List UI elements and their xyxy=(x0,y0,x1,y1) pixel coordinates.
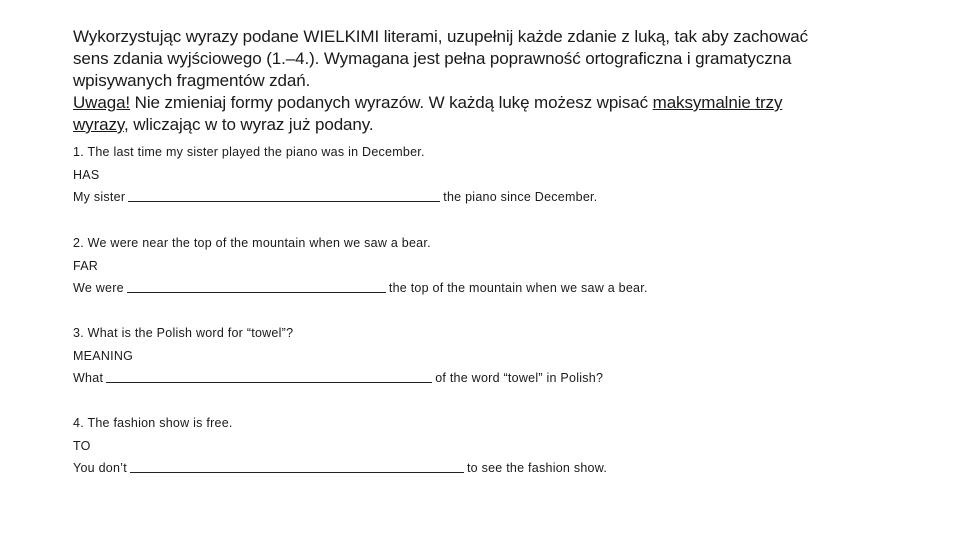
gap-before-text: You don’t xyxy=(73,461,127,475)
exercise-3 xyxy=(73,322,933,390)
exercise-gap-sentence xyxy=(73,277,933,300)
exercise-sentence xyxy=(73,141,933,164)
warning-text-b: , wliczając w to wyraz już podany. xyxy=(124,115,374,134)
gap-before-text: My sister xyxy=(73,190,126,204)
warning-underlined-a: maksymalnie trzy xyxy=(652,93,783,112)
original-sentence: We were near the top of the mountain when we saw a bear. xyxy=(87,236,431,250)
exercise-keyword: HAS xyxy=(73,167,100,182)
instructions-line-3: wpisywanych fragmentów zdań. xyxy=(73,71,311,90)
gap-after-text: of the word “towel” in Polish? xyxy=(435,371,604,385)
exercise-2 xyxy=(73,232,933,300)
exercise-1 xyxy=(73,141,933,209)
exercise-sentence xyxy=(73,412,933,435)
answer-blank[interactable] xyxy=(106,381,432,383)
answer-blank[interactable] xyxy=(130,471,464,473)
gap-after-text: the piano since December. xyxy=(443,190,598,204)
exercise-number: 3. xyxy=(73,326,84,340)
gap-after-text: to see the fashion show. xyxy=(466,461,608,475)
answer-blank[interactable] xyxy=(128,200,440,202)
instructions-line-1: Wykorzystując wyrazy podane WIELKIMI literami, uzupełnij każde zdanie z luką, tak aby zachować xyxy=(73,27,808,46)
exercise-sentence xyxy=(73,232,933,255)
exercise-number: 4. xyxy=(73,416,84,430)
answer-blank[interactable] xyxy=(127,291,386,293)
warning-underlined-b: wyrazy xyxy=(73,115,125,134)
exercise-number: 2. xyxy=(73,236,84,250)
original-sentence: The last time my sister played the piano was in December. xyxy=(87,145,425,159)
exercise-keyword: TO xyxy=(73,438,91,453)
exercise-number: 1. xyxy=(73,145,84,159)
exercise-4 xyxy=(73,412,933,480)
exercise-gap-sentence xyxy=(73,186,933,209)
gap-after-text: the top of the mountain when we saw a bear. xyxy=(388,281,648,295)
instructions-warning xyxy=(73,92,873,114)
original-sentence: The fashion show is free. xyxy=(87,416,233,430)
exercise-gap-sentence xyxy=(73,367,933,390)
exercise-keyword: FAR xyxy=(73,258,99,273)
instructions-warning-cont xyxy=(73,114,873,136)
instructions-line-2: sens zdania wyjściowego (1.–4.). Wymagana jest pełna poprawność ortograficzna i gramatyczna xyxy=(73,49,792,68)
exercise-keyword: MEANING xyxy=(73,348,134,363)
instructions-block xyxy=(73,26,873,136)
exercise-sentence xyxy=(73,322,933,345)
gap-before-text: What xyxy=(73,371,104,385)
gap-before-text: We were xyxy=(73,281,124,295)
original-sentence: What is the Polish word for “towel”? xyxy=(87,326,294,340)
warning-label: Uwaga! xyxy=(73,93,131,112)
exercise-gap-sentence xyxy=(73,457,933,480)
warning-text-a: Nie zmieniaj formy podanych wyrazów. W każdą lukę możesz wpisać xyxy=(130,93,653,112)
